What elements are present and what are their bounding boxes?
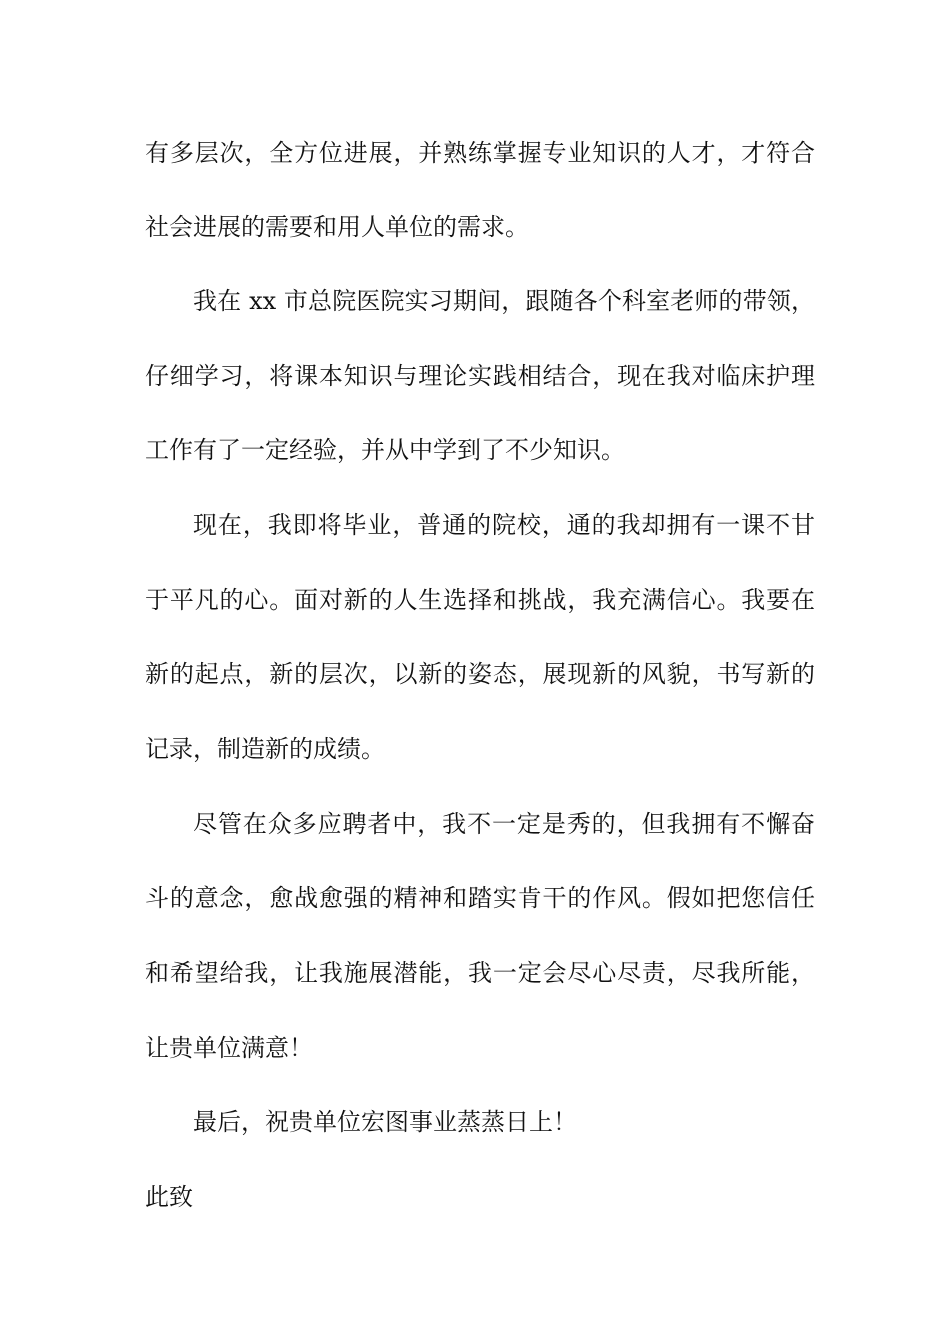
paragraph-line: 让贵单位满意！	[145, 1034, 313, 1062]
paragraph-line: 尽管在众多应聘者中，我不一定是秀的，但我拥有不懈奋	[193, 810, 815, 838]
salutation-closing: 此致	[145, 1183, 193, 1211]
paragraph-line: 现在，我即将毕业，普通的院校，通的我却拥有一课不甘	[193, 511, 815, 539]
closing-wish: 最后，祝贵单位宏图事业蒸蒸日上！	[193, 1108, 577, 1136]
paragraph-line: 新的起点，新的层次，以新的姿态，展现新的风貌，书写新的	[145, 660, 815, 688]
paragraph-line: 和希望给我，让我施展潜能，我一定会尽心尽责，尽我所能，	[145, 959, 815, 987]
paragraph-line: 有多层次，全方位进展，并熟练掌握专业知识的人才，才符合	[145, 139, 815, 167]
paragraph-line: 斗的意念，愈战愈强的精神和踏实肯干的作风。假如把您信任	[145, 884, 815, 912]
paragraph-line: 工作有了一定经验，并从中学到了不少知识。	[145, 436, 625, 464]
paragraph-line: 我在 xx 市总院医院实习期间，跟随各个科室老师的带领，	[193, 287, 815, 315]
paragraph-line: 记录，制造新的成绩。	[145, 735, 385, 763]
paragraph-line: 社会进展的需要和用人单位的需求。	[145, 213, 529, 241]
paragraph-line: 于平凡的心。面对新的人生选择和挑战，我充满信心。我要在	[145, 586, 815, 614]
paragraph-line: 仔细学习，将课本知识与理论实践相结合，现在我对临床护理	[145, 362, 815, 390]
